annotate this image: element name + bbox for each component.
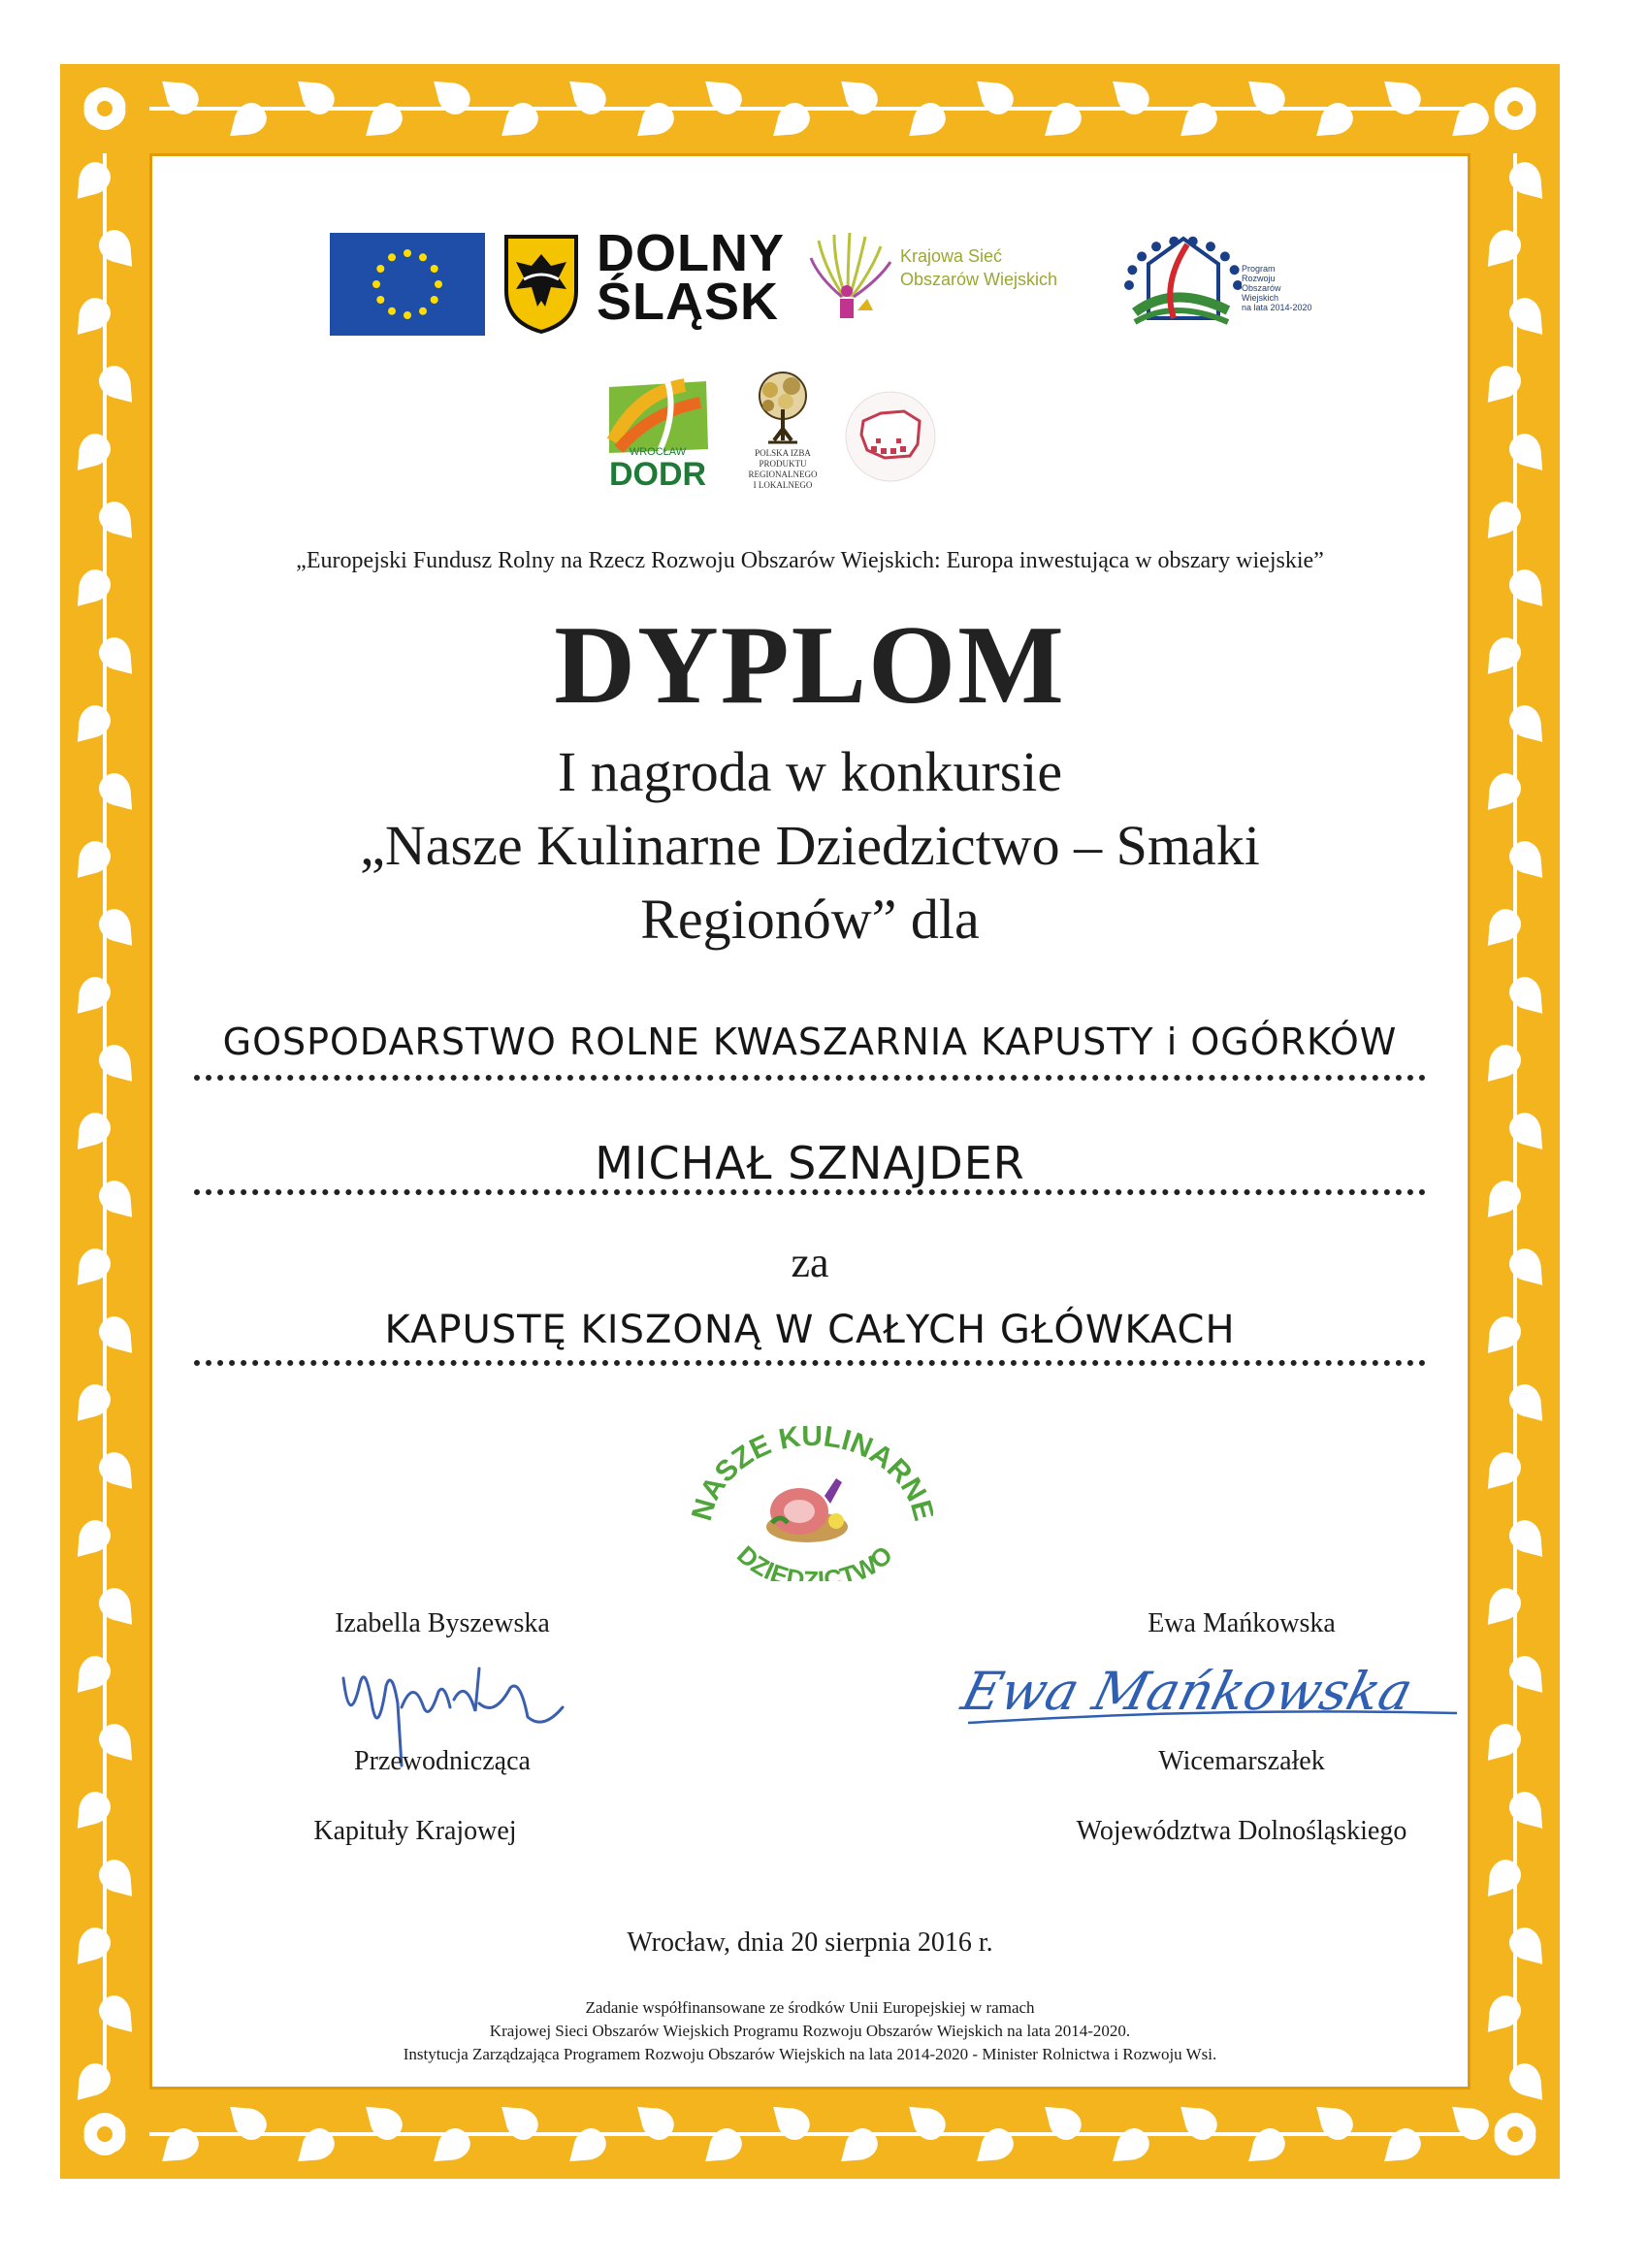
right-signatory-role: Wicemarszałek bbox=[1158, 1746, 1325, 1776]
prow-line4: Wiejskich bbox=[1242, 293, 1279, 303]
left-signatory-body: Kapituły Krajowej bbox=[313, 1816, 517, 1846]
contest-logo bbox=[691, 1426, 933, 1581]
eu-flag-logo bbox=[330, 233, 485, 336]
ksow-logo-text bbox=[900, 244, 1057, 291]
poland-outline-icon bbox=[842, 388, 939, 485]
signature-underline-icon bbox=[960, 1709, 1465, 1729]
dodr-city: WROCŁAW bbox=[629, 446, 687, 458]
ksow-line1: Krajowa Sieć bbox=[900, 246, 1003, 266]
pizba-line3: REGIONALNEGO bbox=[748, 470, 818, 479]
ksow-line2: Obszarów Wiejskich bbox=[900, 270, 1058, 289]
eu-stars-icon bbox=[330, 233, 485, 336]
dotted-line-1 bbox=[194, 1075, 1426, 1081]
contest-logo-top-text: ASZE KULINARN bbox=[694, 1426, 933, 1507]
diploma-title: DYPLOM bbox=[554, 603, 1066, 728]
dolny-slask-line2: ŚLĄSK bbox=[597, 273, 780, 331]
contest-logo-bottom-text: DZIEDZICTWO bbox=[731, 1539, 898, 1581]
pizba-line2: PRODUKTU bbox=[759, 459, 807, 469]
award-line: I nagroda w konkursie bbox=[557, 740, 1063, 803]
tree-icon bbox=[739, 371, 826, 448]
recipient-farm: GOSPODARSTWO ROLNE KWASZARNIA KAPUSTY i OGÓRKÓW bbox=[222, 1021, 1398, 1063]
dotted-line-2 bbox=[194, 1189, 1426, 1195]
prow-line5: na lata 2014-2020 bbox=[1242, 303, 1312, 312]
pizba-line1: POLSKA IZBA bbox=[755, 448, 811, 458]
contest-name-line1: „Nasze Kulinarne Dziedzictwo – Smaki bbox=[360, 814, 1260, 877]
ham-plate-icon bbox=[691, 1426, 933, 1581]
pizba-logo-text bbox=[729, 448, 836, 491]
poland-map-logo bbox=[842, 388, 939, 485]
footnote-line2: Krajowej Sieci Obszarów Wiejskich Programu Rozwoju Obszarów Wiejskich na lata 2014-2020. bbox=[489, 2022, 1131, 2040]
recipient-name: MICHAŁ SZNAJDER bbox=[595, 1137, 1025, 1189]
prow-line3: Obszarów bbox=[1242, 283, 1281, 293]
issue-date: Wrocław, dnia 20 sierpnia 2016 r. bbox=[627, 1928, 993, 1958]
right-signatory-body: Województwa Dolnośląskiego bbox=[1076, 1816, 1407, 1846]
right-signature-stroke bbox=[960, 1709, 1465, 1729]
dolny-slask-line1: DOLNY bbox=[597, 224, 785, 282]
prow-line1: Program bbox=[1242, 264, 1276, 274]
silesia-crest-logo bbox=[502, 233, 580, 334]
prow-stars-icon bbox=[1106, 225, 1242, 341]
eagle-crest-icon bbox=[502, 233, 580, 334]
right-handwritten-signature: Ewa Mańkowska bbox=[955, 1661, 1419, 1722]
dolny-slask-logo bbox=[597, 224, 785, 331]
program-motto: „Europejski Fundusz Rolny na Rzecz Rozwoju Obszarów Wiejskich: Europa inwestująca w obszary wiejskie” bbox=[296, 548, 1324, 573]
left-signatory-name: Izabella Byszewska bbox=[335, 1608, 550, 1638]
right-signatory-name: Ewa Mańkowska bbox=[1148, 1608, 1336, 1638]
prow-logo-text bbox=[1242, 264, 1312, 312]
pizba-line4: I LOKALNEGO bbox=[753, 480, 813, 490]
dodr-name: DODR bbox=[608, 456, 707, 493]
award-reason: KAPUSTĘ KISZONĄ W CAŁYCH GŁÓWKACH bbox=[384, 1308, 1236, 1352]
dotted-line-3 bbox=[194, 1360, 1426, 1366]
svg-text:DZIEDZICTWO bbox=[731, 1539, 898, 1581]
ksow-plant-icon bbox=[805, 229, 902, 326]
za-label: za bbox=[791, 1239, 829, 1286]
footnote-line1: Zadanie współfinansowane ze środków Unii Europejskiej w ramach bbox=[585, 1998, 1035, 2017]
left-signatory-role: Przewodnicząca bbox=[354, 1746, 531, 1776]
contest-name-line2: Regionów” dla bbox=[640, 888, 980, 951]
footnote-line3: Instytucja Zarządzająca Programem Rozwoju Obszarów Wiejskich na lata 2014-2020 - Minister Rolnictwa i Rozwoju Wsi. bbox=[403, 2045, 1217, 2063]
prow-line2: Rozwoju bbox=[1242, 274, 1276, 283]
